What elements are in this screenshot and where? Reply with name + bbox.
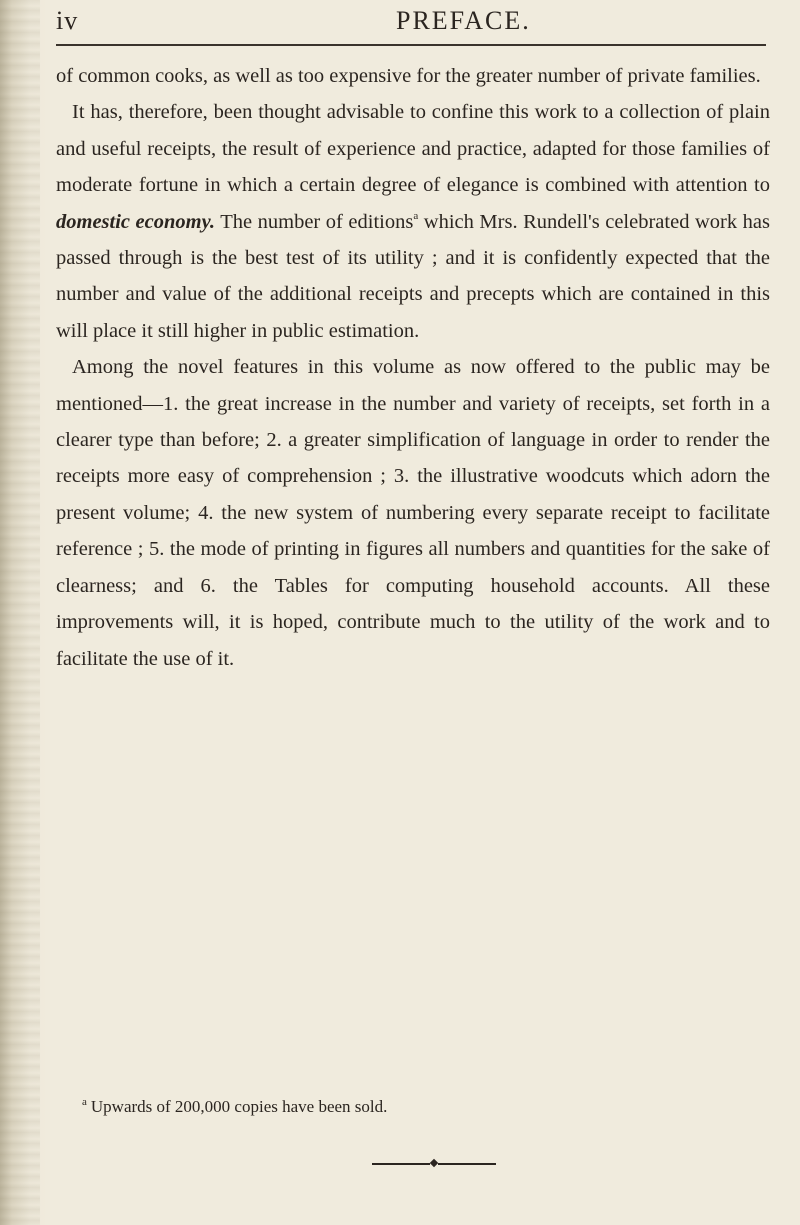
paragraph-2 [56, 94, 770, 349]
ornament-diamond [430, 1159, 438, 1167]
footnote-mark: a [82, 1096, 87, 1108]
footnote-reference: a [413, 209, 419, 222]
footnote [82, 1097, 762, 1117]
end-ornament [372, 1158, 496, 1170]
paragraph-2-text-b: The number of editions [215, 210, 414, 233]
header-rule [56, 44, 766, 46]
paragraph-3: Among the novel features in this volume as now offered to the public may be mentioned—1. the great increase in the number and variety of receipts, set forth in a clearer type than before; 2. a greater simplification of language in order to render the receipts more easy of comprehension ; 3. the illustrative woodcuts which adorn the present volume; 4. the new system of numbering every separate receipt to facilitate reference ; 5. the mode of printing in figures all numbers and quantities for the sake of clearness; and 6. the Tables for computing household accounts. All these improvements will, it is hoped, contribute much to the utility of the work and to facilitate the use of it. [56, 356, 770, 670]
footnote-text: Upwards of 200,000 copies have been sold. [90, 1097, 388, 1116]
paragraph-1: of common cooks, as well as too expensive for the greater number of private families. [56, 65, 761, 87]
binding-edge [0, 0, 40, 1225]
ornament-line-right [438, 1163, 496, 1165]
ornament-line-left [372, 1163, 430, 1165]
page-number: iv [56, 6, 79, 35]
paragraph-2-text-c: which Mrs. Rundell's celebrated work has passed through is the best test of its utility ; and it is confidently expected that the number and value of the additional receipts and precepts which are contained in this will place it still higher in public estimation. [56, 210, 770, 342]
paragraph-2-text-a: It has, therefore, been thought advisable to confine this work to a collection of plain and useful receipts, the result of experience and practice, adapted for those families of moderate fortune in which a certain degree of elegance is combined with attention to [56, 101, 770, 197]
emphasis-domestic-economy: domestic economy. [56, 210, 216, 233]
page-header [56, 6, 766, 42]
running-head: PREFACE. [396, 6, 531, 35]
body-text [56, 58, 770, 677]
